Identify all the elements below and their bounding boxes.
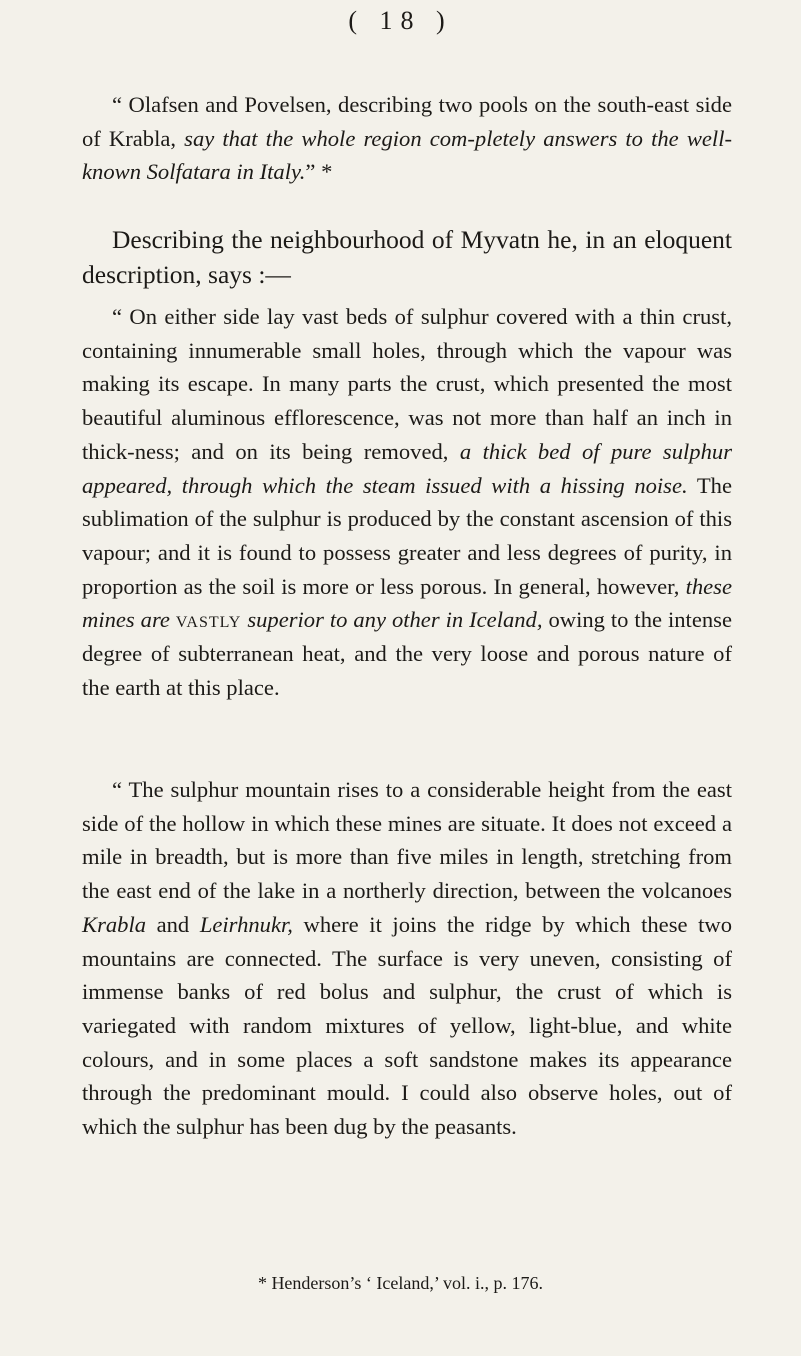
paragraph-sulphur-mountain — [82, 773, 732, 1144]
italic-run: Leirhnukr, — [199, 911, 293, 937]
italic-run: Krabla — [82, 911, 147, 937]
italic-run: these mines are — [82, 573, 732, 633]
footnote: * Henderson’s ‘ Iceland,’ vol. i., p. 176. — [257, 1273, 544, 1293]
text-run: “ Olafsen and Povelsen, describing two pools on the south-east side of Krabla, — [82, 92, 732, 151]
text-run: “ On either side lay vast beds of sulphur covered with a thin crust, containing innumerable small holes, through which the vapour was making its escape. In many parts the crust, which presented the most beautiful aluminous efflorescence, was not more than half an inch in thick-ness; and on its being removed, — [82, 304, 732, 464]
small-caps-run: vastly — [175, 607, 242, 633]
paragraph-sulphur-beds — [82, 300, 732, 704]
text-run: The sublimation of the sulphur is produced by the constant ascension of this vapour; and it is found to possess greater and less degrees of purity, in proportion as the soil is more or less porous. In general, however, — [82, 472, 732, 599]
text-run: “ The sulphur mountain rises to a considerable height from the east side of the hollow in which these mines are situate. It does not exceed a mile in breadth, but is more than five miles in length, stretching from the east end of the lake in a northerly direction, between the volcanoes — [82, 777, 732, 904]
text-run: owing to the intense degree of subterranean heat, and the very loose and porous nature of the earth at this place. — [82, 607, 732, 700]
text-run: Describing the neighbourhood of Myvatn he, in an eloquent description, says :— — [82, 225, 732, 289]
paragraph-myvatn-intro — [82, 222, 732, 292]
italic-run: a thick bed of pure sulphur appeared, through which the steam issued with a hissing noise. — [82, 438, 732, 498]
text-run: ” * — [305, 159, 333, 185]
italic-run: say that the whole region com-pletely answers to the well-known Solfatara in Italy. — [82, 125, 732, 185]
paragraph-olafsen-quote — [82, 88, 732, 189]
page-number: ( 18 ) — [348, 6, 453, 35]
italic-run: superior to any other in Iceland, — [247, 607, 543, 633]
text-run: and — [146, 911, 200, 937]
text-run: where it joins the ridge by which these two mountains are connected. The surface is very uneven, consisting of immense banks of red bolus and sulphur, the crust of which is variegated with random mixtures of yellow, light-blue, and white colours, and in some places a soft sandstone makes its appearance through the predominant mould. I could also observe holes, out of which the sulphur has been dug by the peasants. — [82, 911, 732, 1140]
